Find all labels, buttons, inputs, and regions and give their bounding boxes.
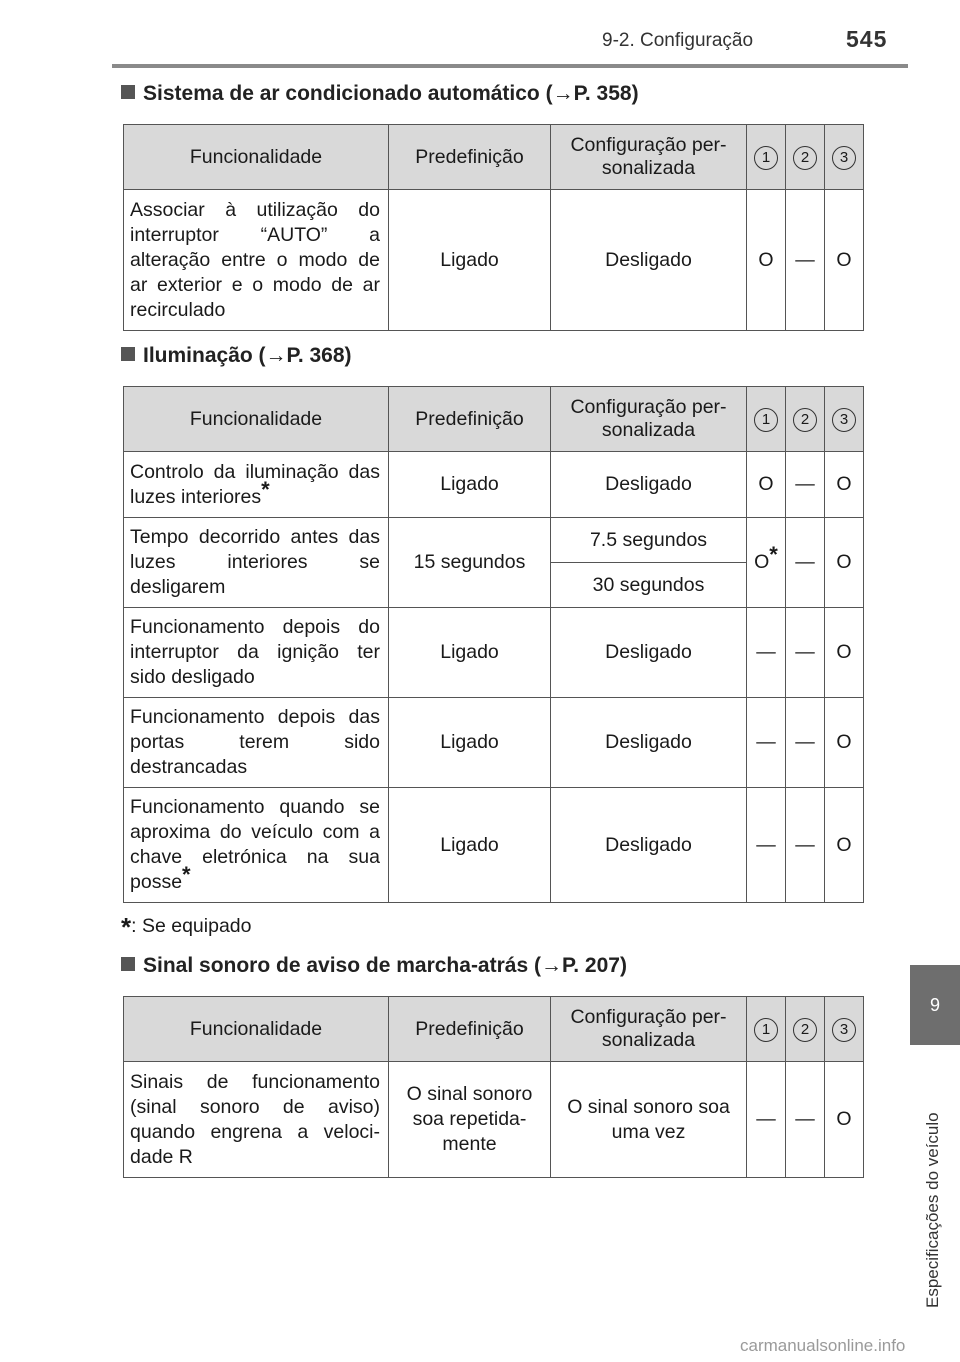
col-1 <box>747 125 786 190</box>
table-reverse-buzzer <box>123 996 864 1178</box>
circled-three-icon: 3 <box>832 408 856 432</box>
section-title: 9-2. Configuração <box>602 30 754 51</box>
table-header-row: Funcionalidade Predefinição Configuração per-sonalizada 1 2 3 <box>124 997 864 1062</box>
col-2 <box>786 125 825 190</box>
table-row: Associar à utilização do interruptor “AUTO” a alteração entre o modo de ar exterior e o modo de ar recirculado Ligado Desligado O — O <box>124 190 864 331</box>
table-row: Controlo da iluminação das luzes interiores* Ligado Desligado O — O <box>124 452 864 518</box>
chapter-label: Especificações do veículo <box>923 1112 942 1308</box>
col-default: Predefinição <box>389 125 551 190</box>
footnote-asterisk: * <box>121 912 132 942</box>
table-header-row: Funcionalidade Predefinição Configuração per-sonalizada 1 2 3 <box>124 387 864 452</box>
asterisk-mark: * <box>182 862 191 887</box>
page-header <box>0 0 960 70</box>
circled-one-icon: 1 <box>754 1018 778 1042</box>
table-header-row <box>124 125 864 190</box>
circled-two-icon: 2 <box>793 1018 817 1042</box>
page-number: 545 <box>846 26 888 52</box>
circled-one-icon: 1 <box>754 408 778 432</box>
chapter-tab[interactable]: 9 <box>910 965 960 1045</box>
table-row: Funcionamento quando se aproxima do veículo com a chave eletrónica na sua posse* Ligado Desligado — — O <box>124 788 864 903</box>
section-heading-ac: Sistema de ar condicionado automático (→P. 358) <box>121 82 639 106</box>
section-heading-reverse-buzzer: Sinal sonoro de aviso de marcha-atrás (→P. 207) <box>121 954 627 978</box>
footnote: *: Se equipado <box>121 912 252 942</box>
header-rule <box>112 64 908 68</box>
table-row: Funcionamento depois do interruptor da ignição ter sido desligado Ligado Desligado — — O <box>124 608 864 698</box>
table-row: 30 segundos <box>124 563 864 608</box>
table-lighting <box>123 386 864 903</box>
col-feature: Funcionalidade <box>124 125 389 190</box>
square-bullet-icon <box>121 85 135 99</box>
table-row: Funcionamento depois das portas terem sido destrancadas Ligado Desligado — — O <box>124 698 864 788</box>
table-ac <box>123 124 864 331</box>
section-heading-lighting: Iluminação (→P. 368) <box>121 344 352 368</box>
circled-two-icon: 2 <box>793 408 817 432</box>
circled-three-icon: 3 <box>832 146 856 170</box>
col-custom: Configuração per-sonalizada <box>551 125 747 190</box>
square-bullet-icon <box>121 347 135 361</box>
asterisk-mark: * <box>769 542 778 567</box>
square-bullet-icon <box>121 957 135 971</box>
asterisk-mark: * <box>261 476 270 502</box>
circled-two-icon: 2 <box>793 146 817 170</box>
table-row: Sinais de funcionamento (sinal sonoro de aviso) quando engrena a veloci-dade R O sinal sonoro soa repetida-mente O sinal sonoro soa uma vez — — O <box>124 1062 864 1178</box>
circled-three-icon: 3 <box>832 1018 856 1042</box>
circled-one-icon: 1 <box>754 146 778 170</box>
watermark: carmanualsonline.info <box>740 1336 906 1355</box>
col-3 <box>825 125 864 190</box>
table-row: Tempo decorrido antes das luzes interiores se desligarem 15 segundos 7.5 segundos O* — O <box>124 518 864 563</box>
